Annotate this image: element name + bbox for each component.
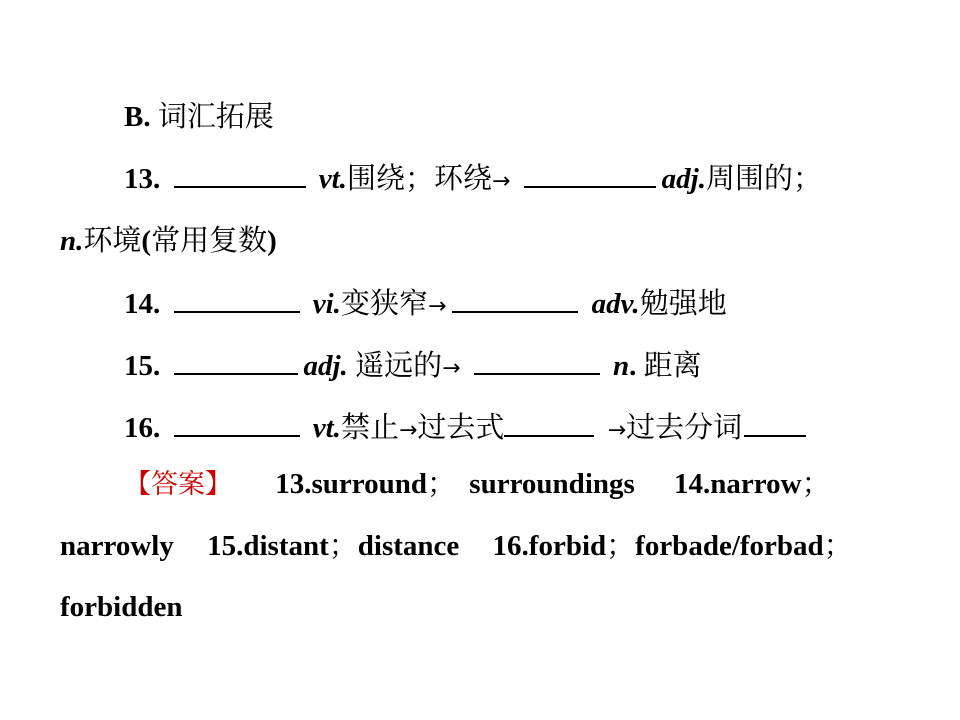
answer-13: 13.surround	[275, 468, 428, 500]
meaning: 周围的；	[705, 161, 822, 195]
arrow-icon: →	[607, 418, 627, 443]
item-15	[124, 347, 702, 387]
blank-15-1[interactable]	[174, 347, 298, 375]
section-prefix: B	[124, 101, 144, 133]
blank-16-2[interactable]	[504, 409, 594, 437]
answer-15b: distance	[357, 530, 460, 562]
separator: ；	[823, 528, 853, 562]
item-13	[124, 160, 822, 200]
answer-16c: forbidden	[60, 591, 183, 623]
answer-13b: surroundings	[469, 468, 635, 500]
item-16	[124, 409, 812, 449]
meaning: 环境	[83, 223, 142, 257]
label-past-participle: 过去分词	[626, 410, 743, 444]
pos-sep: .	[629, 350, 637, 382]
answer-line-3	[60, 589, 182, 625]
item-sep: .	[153, 163, 161, 195]
item-sep: .	[153, 288, 161, 320]
pos-label: vt.	[318, 163, 347, 195]
item-sep: .	[153, 412, 161, 444]
blank-14-2[interactable]	[452, 285, 578, 313]
separator: ；	[801, 466, 831, 500]
separator: ；	[427, 466, 457, 500]
item-13-cont	[60, 222, 277, 259]
arrow-icon: →	[427, 294, 447, 319]
pos-label: vi.	[312, 288, 341, 320]
section-title: 词汇拓展	[157, 99, 274, 133]
meaning: 变狭窄	[340, 286, 428, 320]
arrow-icon: →	[491, 169, 511, 194]
label-past: 过去式	[417, 410, 505, 444]
answer-15: 15.distant	[207, 530, 329, 562]
blank-16-3[interactable]	[744, 409, 806, 437]
section-sep: .	[143, 101, 151, 133]
answer-line-2	[60, 527, 853, 564]
answer-14b: narrowly	[60, 530, 174, 562]
blank-15-2[interactable]	[474, 347, 600, 375]
separator: ；	[606, 528, 636, 562]
pos-label: adj.	[303, 350, 348, 382]
note: 常用复数	[151, 223, 268, 257]
meaning: 勉强地	[639, 286, 727, 320]
blank-14-1[interactable]	[174, 285, 300, 313]
pos-label: n.	[60, 225, 84, 257]
item-14	[124, 285, 727, 325]
paren-close: )	[267, 225, 277, 257]
meaning: 遥远的	[355, 348, 443, 382]
blank-13-2[interactable]	[524, 160, 656, 188]
answer-16b: forbade/forbad	[635, 530, 824, 562]
blank-16-1[interactable]	[174, 409, 300, 437]
pos-label: adj.	[661, 163, 706, 195]
section-heading	[124, 98, 274, 135]
item-number: 15	[124, 350, 153, 382]
item-sep: .	[153, 350, 161, 382]
arrow-icon: →	[398, 418, 418, 443]
meaning: 距离	[643, 348, 702, 382]
pos-label: n	[613, 350, 630, 382]
arrow-icon: →	[442, 356, 461, 381]
separator: ；	[328, 528, 358, 562]
answer-16: 16.forbid	[492, 530, 607, 562]
item-number: 13	[124, 163, 153, 195]
answer-tag: 【答案】	[124, 469, 232, 500]
pos-label: vt.	[312, 412, 341, 444]
pos-label: adv.	[591, 288, 640, 320]
answer-14: 14.narrow	[674, 468, 802, 500]
meaning: 围绕；环绕	[346, 161, 492, 195]
meaning: 禁止	[340, 410, 399, 444]
item-number: 14	[124, 288, 153, 320]
blank-13-1[interactable]	[174, 160, 306, 188]
item-number: 16	[124, 412, 153, 444]
answer-line-1	[124, 465, 831, 503]
paren-open: (	[141, 225, 152, 257]
